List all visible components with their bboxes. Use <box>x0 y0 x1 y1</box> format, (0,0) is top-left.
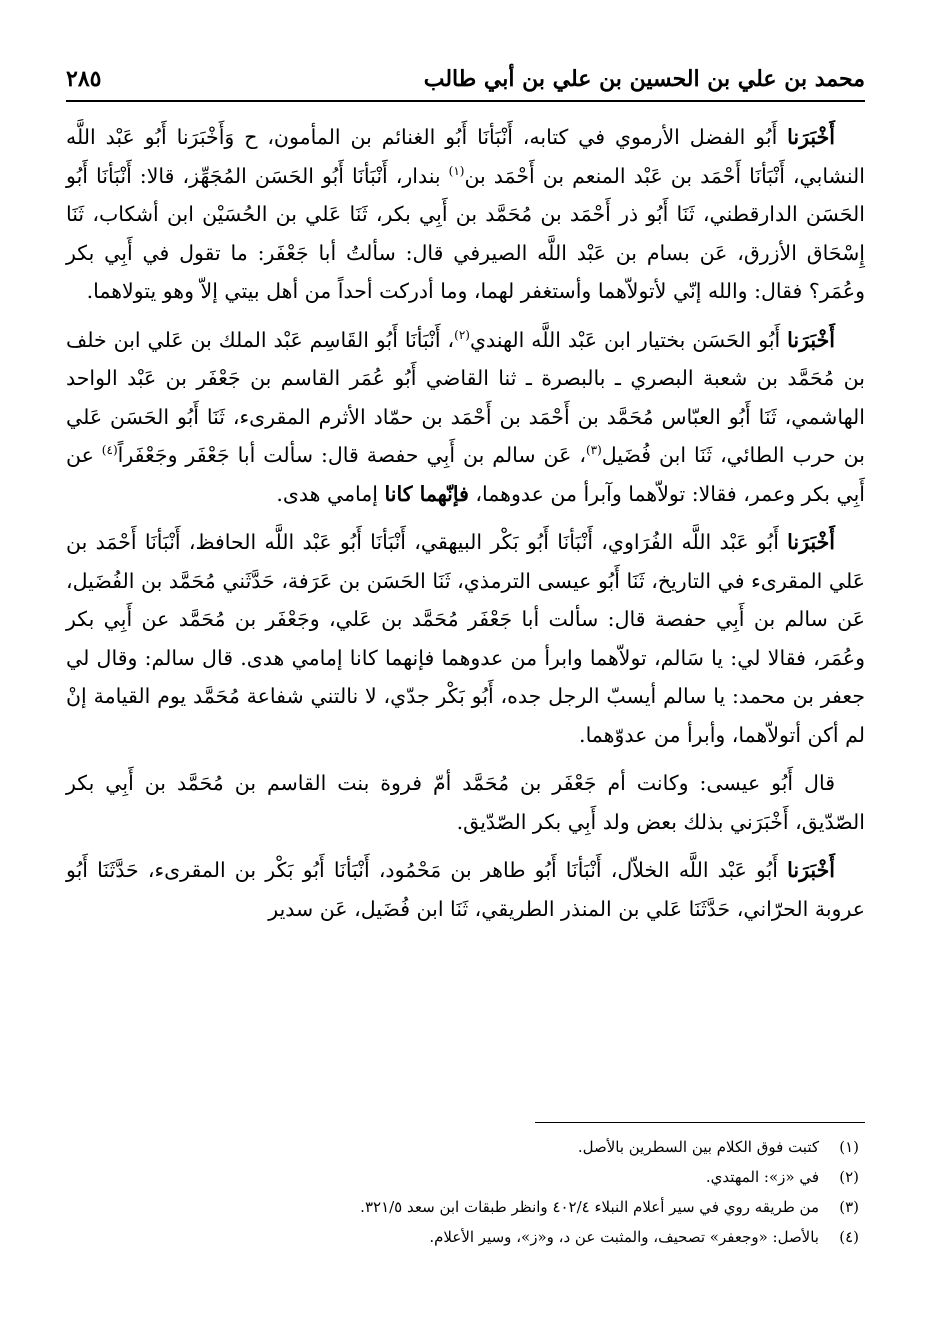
paragraph-3 <box>66 523 865 754</box>
emphasized-text: فإنّهما كانا <box>384 481 469 506</box>
narration-keyword: أَخْبَرَنا <box>787 858 835 882</box>
footnote-ref: (٤) <box>101 443 118 458</box>
paragraph-text: أَبُو الحَسَن بختيار ابن عَبْد اللَّه الهندي <box>469 327 788 352</box>
paragraph-text: أَبُو عَبْد اللَّه الفُرَاوي، أَنْبَأنَا أَبُو بَكْر البيهقي، أَنْبَأنَا أَبُو عَبْد اللَّه الحافظ، أَنْبَأنَا أَحْمَد بن عَلي المقرىء في التاريخ، ثَنَا أَبُو عيسى الترمذي، ثَنَا الحَسَن بن عَرَفة، حَدَّثَني مُحَمَّد بن الفُضَيل، عَن سالم بن أَبِي حفصة قال: سألت أبا جَعْفَر مُحَمَّد بن عَلي، وجَعْفَر بن مُحَمَّد عن أَبِي بكر وعُمَر، فقالا لي: يا سَالم، تولاّهما وابرأ من عدوهما فإنهما كانا إمامي هدى. قال سالم: وقال لي جعفر بن محمد: يا سالم أيسبّ الرجل جده، أَبُو بَكْر جدّي، لا نالتني شفاعة مُحَمَّد يوم القيامة إنْ لم أكن أتولاّهما، وأبرأ من عدوّهما. <box>66 530 865 747</box>
footnote-number: (٢) <box>839 1168 859 1186</box>
paragraph-text: عن أَبِي بكر وعمر، فقالا: تولاّهما وآبرأ من عدوهما، <box>66 443 865 506</box>
paragraph-2 <box>66 321 865 514</box>
running-title: محمد بن علي بن الحسين بن علي بن أبي طالب <box>423 66 865 92</box>
footnote-item <box>66 1222 859 1252</box>
paragraph-1 <box>66 118 865 311</box>
footnote-ref: (٢) <box>454 327 470 342</box>
footnote-text: من طريقه روي في سير أعلام النبلاء ٤٠٢/٤ وانظر طبقات ابن سعد ٣٢١/٥. <box>360 1198 819 1216</box>
page-header <box>66 58 865 102</box>
footnote-ref: (١) <box>448 163 465 178</box>
footnote-divider <box>535 1122 865 1123</box>
paragraph-text: قال أَبُو عيسى: وكانت أم جَعْفَر بن مُحَمَّد أمّ فروة بنت القاسم بن مُحَمَّد بن أَبِي بكر الصّدّيق، أَخْبَرَني بذلك بعض ولد أَبِي بكر الصّدّيق. <box>66 771 865 834</box>
narration-keyword: أَخْبَرَنا <box>787 530 835 554</box>
footnote-item <box>66 1132 859 1162</box>
main-text <box>66 118 865 938</box>
footnote-number: (٤) <box>839 1228 859 1246</box>
paragraph-text: بندار، أَنْبَأنَا أَبُو الحَسَن المُجَهِّز، قالا: أَنْبَأنَا أَبُو الحَسَن الدارقطني، ثَنَا أَبُو ذر أَحْمَد بن مُحَمَّد بن أَبِي بكر، ثَنَا عَلي بن الحُسَيْن ابن أشكاب، ثَنَا إِسْحَاق الأزرق، عَن بسام بن عَبْد اللَّه الصيرفي قال: سألتُ أبا جَعْفَر: ما تقول في أَبِي بكر وعُمَر؟ فقال: والله إنّي لأتولاّهما وأستغفر لهما، وما أدركت أحداً من أهل بيتي إلاّ وهو يتولاهما. <box>66 163 865 303</box>
footnote-text: بالأصل: «وجعفر» تصحيف، والمثبت عن د، و«ز»، وسير الأعلام. <box>429 1228 819 1246</box>
footnote-text: في «ز»: المهتدي. <box>705 1168 819 1186</box>
paragraph-text: ، أَنْبَأنَا أَبُو القَاسِم عَبْد الملك بن عَلي ابن خلف بن مُحَمَّد بن شعبة البصري ـ بالبصرة ـ ثنا القاضي أَبُو عُمَر القاسم بن جَعْفَر بن عَبْد الواحد الهاشمي، ثَنَا أَبُو العبّاس مُحَمَّد بن أَحْمَد بن أَحْمَد بن حمّاد الأثرم المقرىء، ثَنَا أَبُو الحَسَن عَلي بن حرب الطائي، ثَنَا ابن فُضَيل <box>66 327 865 467</box>
narration-keyword: أَخْبَرَنا <box>787 327 835 352</box>
footnote-item <box>66 1192 859 1222</box>
footnote-number: (٣) <box>839 1198 859 1216</box>
footnote-ref: (٣) <box>585 443 602 458</box>
paragraph-5 <box>66 851 865 928</box>
paragraph-text: ، عَن سالم بن أَبِي حفصة قال: سألت أبا جَعْفَر وجَعْفَراً <box>117 443 586 467</box>
paragraph-text: أَبُو الفضل الأرموي في كتابه، أَنْبَأنَا أَبُو الغنائم بن المأمون، ح وَأَخْبَرَنا أَبُو عَبْد اللَّه النشابي، أَنْبَأنَا أَحْمَد بن عَبْد المنعم بن أَحْمَد بن <box>66 125 865 188</box>
paragraph-4 <box>66 764 865 841</box>
page-number: ٢٨٥ <box>66 66 102 92</box>
paragraph-text: أَبُو عَبْد اللَّه الخلاّل، أَنْبَأنَا أَبُو طاهر بن مَحْمُود، أَنْبَأنَا أَبُو بَكْر بن المقرىء، حَدَّثَنَا أَبُو عروبة الحرّاني، حَدَّثَنَا عَلي بن المنذر الطريقي، ثَنَا ابن فُضَيل، عَن سدير <box>66 858 865 921</box>
paragraph-text: إمامي هدى. <box>276 481 385 506</box>
footnote-number: (١) <box>839 1138 859 1156</box>
footnote-text: كتبت فوق الكلام بين السطرين بالأصل. <box>577 1138 819 1156</box>
narration-keyword: أَخْبَرَنا <box>787 125 835 149</box>
footnote-item <box>66 1162 859 1192</box>
footnotes <box>66 1132 859 1252</box>
